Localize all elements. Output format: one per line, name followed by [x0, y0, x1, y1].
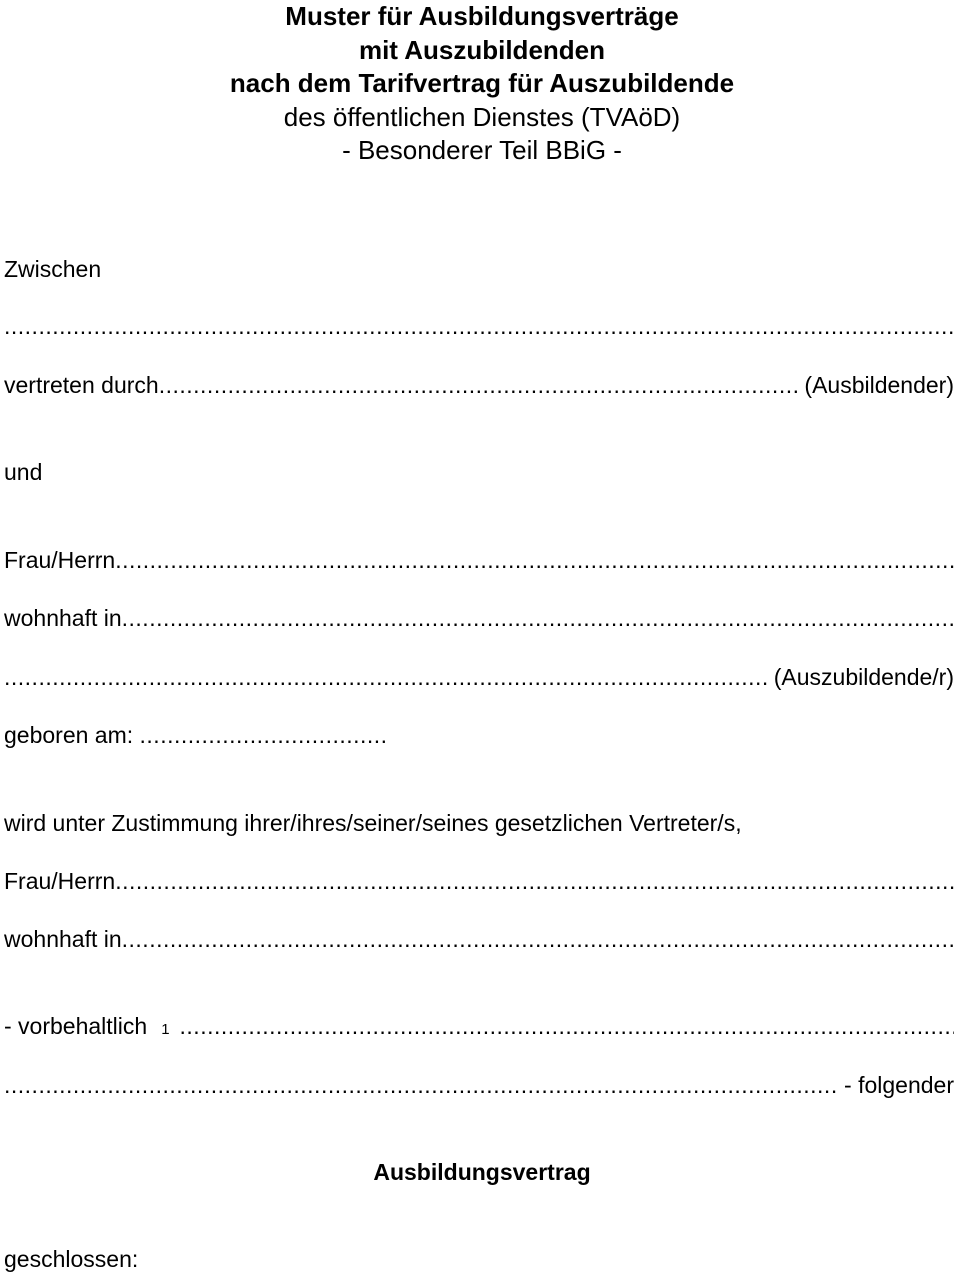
trainer-name-blank[interactable]: [4, 312, 954, 340]
contract-title: Ausbildungsvertrag: [373, 1159, 591, 1185]
trainee-name-blank[interactable]: [115, 546, 954, 574]
document-title: [0, 0, 960, 168]
birth-row: [4, 721, 954, 749]
trainer-name-field[interactable]: [4, 312, 954, 340]
title-line-3: nach dem Tarifvertrag für Auszubildende: [229, 68, 735, 98]
consent-text: wird unter Zustimmung ihrer/ihres/seiner/seines gesetzlichen Vertreter/s,: [4, 810, 742, 836]
trainee-residence-row: [4, 604, 954, 632]
reservation-continuation-blank[interactable]: [4, 1071, 838, 1099]
rep-name-row: [4, 867, 954, 895]
rep-name-label: Frau/Herrn: [4, 868, 116, 894]
reservation-row: [4, 1012, 954, 1044]
rep-residence-label: wohnhaft in: [4, 926, 122, 952]
rep-residence-row: [4, 925, 954, 953]
title-line-5: - Besonderer Teil BBiG -: [342, 135, 622, 165]
trainee-role-row: [4, 663, 954, 691]
birth-label: geboren am:: [4, 722, 134, 748]
following-label: - folgender: [844, 1072, 954, 1098]
and-label: und: [4, 459, 43, 485]
following-row: [4, 1071, 954, 1099]
represented-by-blank[interactable]: [159, 371, 799, 399]
between-label: Zwischen: [4, 256, 102, 282]
rep-residence-blank[interactable]: [122, 925, 954, 953]
trainee-name-row: [4, 546, 954, 574]
reservation-label: - vorbehaltlich: [4, 1013, 148, 1039]
trainee-address-blank[interactable]: [4, 663, 768, 691]
represented-by-row: [4, 371, 954, 399]
title-line-4: des öffentlichen Dienstes (TVAöD): [283, 101, 681, 132]
title-line-2: mit Auszubildenden: [358, 34, 606, 65]
footnote-marker: 1: [161, 1021, 170, 1038]
rep-name-blank[interactable]: [115, 867, 954, 895]
represented-by-label: vertreten durch: [4, 372, 159, 398]
closing-label: geschlossen:: [4, 1246, 139, 1272]
birth-blank[interactable]: ....................................: [139, 722, 388, 748]
trainee-role-label: (Auszubildende/r): [773, 664, 954, 690]
trainer-role-label: (Ausbildender): [804, 372, 954, 398]
trainee-residence-label: wohnhaft in: [4, 605, 122, 631]
trainee-name-label: Frau/Herrn: [4, 547, 116, 573]
trainee-residence-blank[interactable]: [122, 604, 954, 632]
reservation-blank[interactable]: [180, 1012, 954, 1040]
title-line-1: Muster für Ausbildungsverträge: [285, 1, 679, 31]
